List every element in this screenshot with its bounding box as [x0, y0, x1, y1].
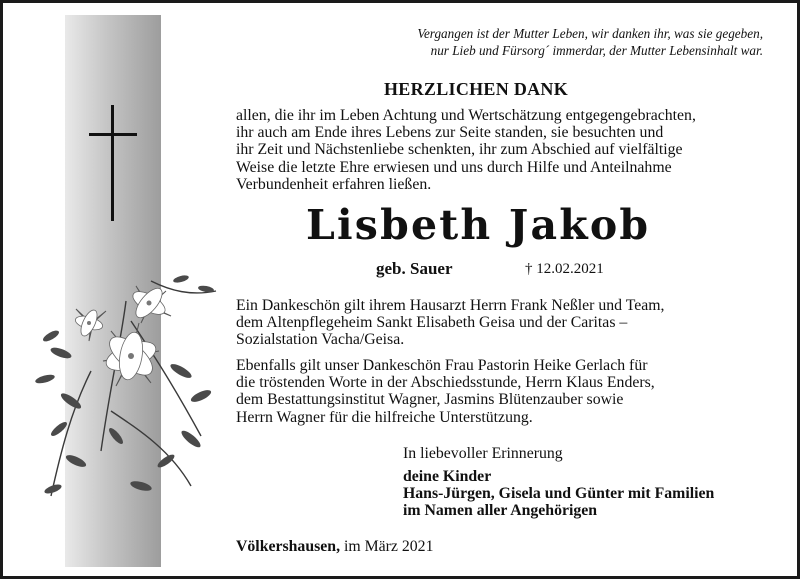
signature-line: Hans-Jürgen, Gisela und Günter mit Familien	[403, 485, 715, 502]
text-line: dem Bestattungsinstitut Wagner, Jasmins Blütenzauber sowie	[236, 391, 624, 409]
text-line: Weise die letzte Ehre erwiesen und uns durch Hilfe und Anteilnahme	[236, 158, 672, 176]
text-line: dem Altenpflegeheim Sankt Elisabeth Geisa und der Caritas –	[236, 314, 628, 332]
date-text: im März 2021	[343, 538, 434, 555]
opening-quote	[303, 26, 763, 59]
death-date: † 12.02.2021	[525, 261, 604, 277]
birth-name: geb. Sauer	[376, 259, 453, 278]
quote-line: nur Lieb und Fürsorg´ immerdar, der Mutter Lebensinhalt war.	[430, 42, 763, 58]
text-line: ihr Zeit und Nächstenliebe schenkten, ihr zum Abschied auf vielfältige	[236, 141, 683, 159]
memory-line: In liebevoller Erinnerung	[403, 445, 563, 462]
text-line: Ein Dankeschön gilt ihrem Hausarzt Herrn Frank Neßler und Team,	[236, 297, 665, 314]
thanks-paragraph-doctor	[236, 297, 781, 349]
text-line: Verbundenheit erfahren ließen.	[236, 175, 432, 193]
lily-flowers-image	[31, 261, 226, 511]
text-line: die tröstenden Worte in der Abschiedsstunde, Herrn Klaus Enders,	[236, 374, 655, 392]
text-line: Sozialstation Vacha/Geisa.	[236, 331, 405, 349]
cross-icon	[87, 103, 141, 223]
text-line: ihr auch am Ende ihres Lebens zur Seite standen, sie besuchten und	[236, 124, 664, 142]
text-line: allen, die ihr im Leben Achtung und Wertschätzung entgegengebrachten,	[236, 107, 696, 124]
quote-line: Vergangen ist der Mutter Leben, wir danken ihr, was sie gegeben,	[417, 26, 763, 41]
thanks-heading: HERZLICHEN DANK	[384, 79, 569, 99]
text-line: Herrn Wagner für die hilfreiche Unterstützung.	[236, 408, 533, 426]
signature-line: deine Kinder	[403, 468, 492, 485]
text-line: Ebenfalls gilt unser Dankeschön Frau Pastorin Heike Gerlach für	[236, 357, 648, 374]
signature-line: im Namen aller Angehörigen	[403, 502, 598, 519]
place-date-line	[236, 538, 433, 556]
thanks-text	[236, 107, 776, 193]
place-name: Völkershausen,	[236, 538, 341, 555]
deceased-name: Lisbeth Jakob	[306, 201, 651, 249]
thanks-paragraph-funeral	[236, 357, 781, 426]
